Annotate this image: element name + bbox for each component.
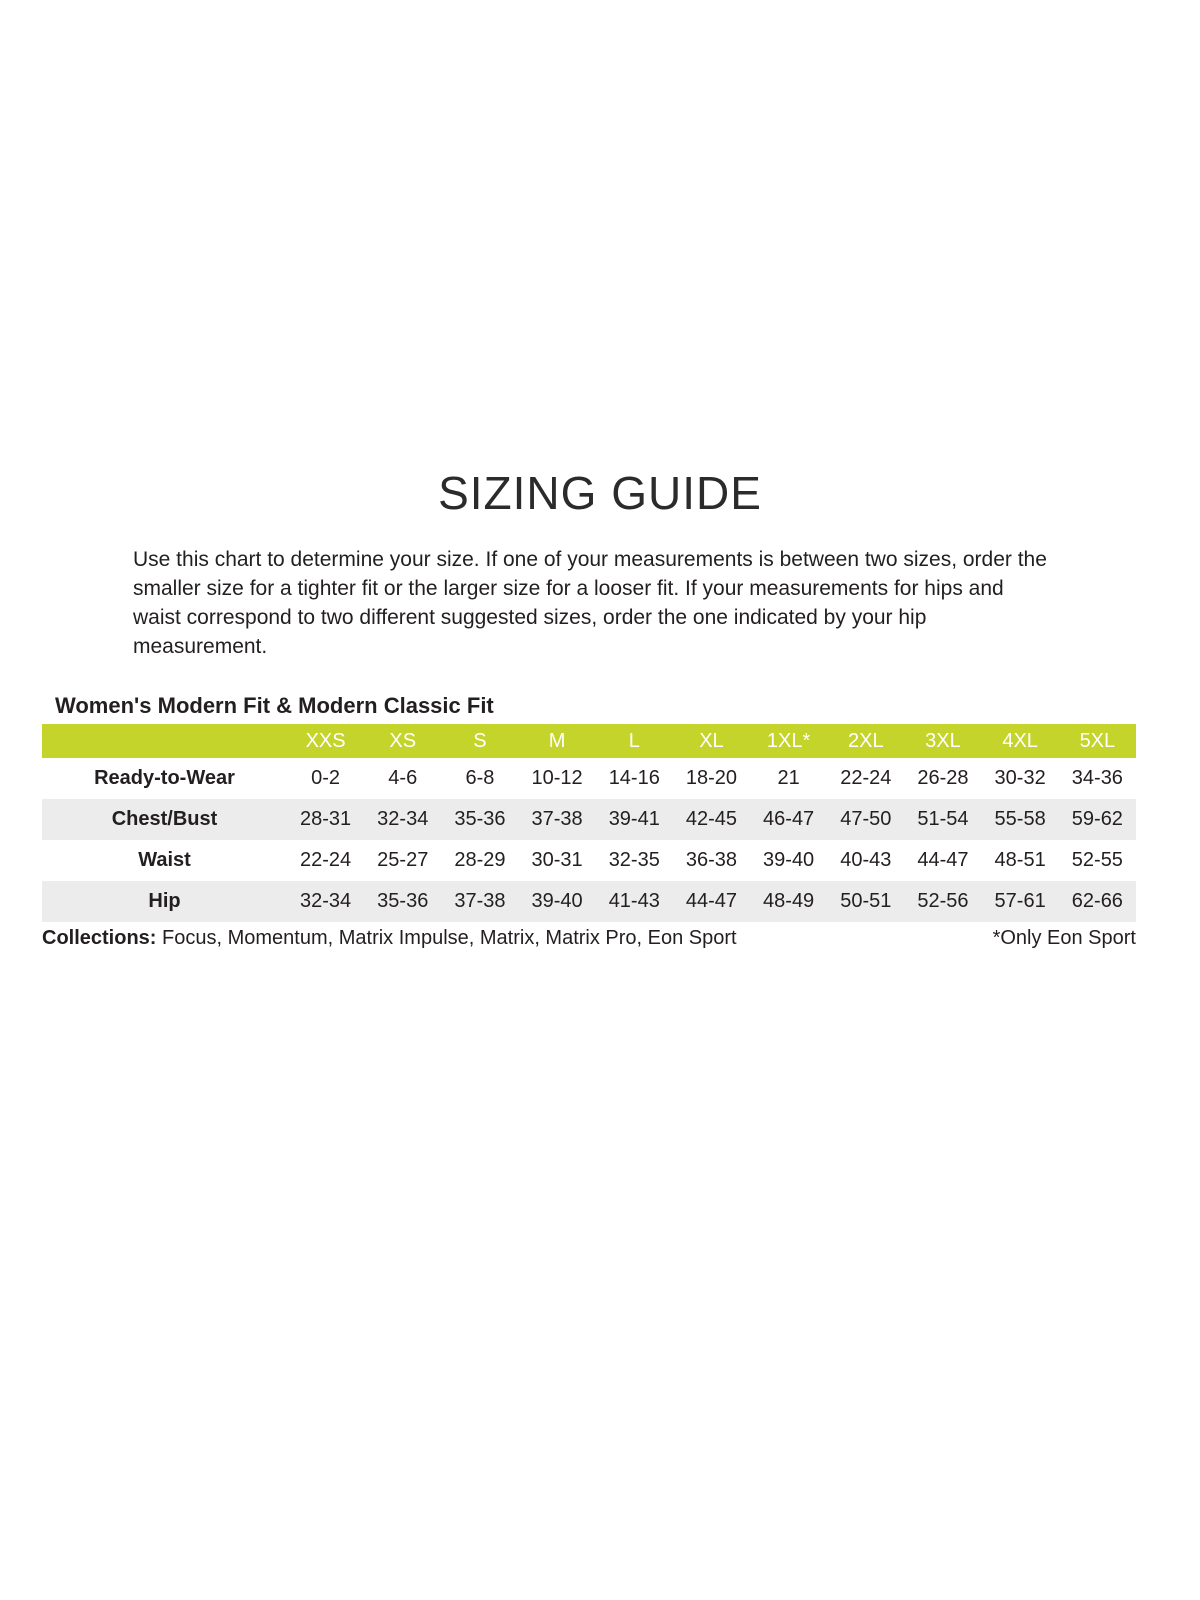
table-cell: 44-47 xyxy=(917,849,969,871)
table-header-cell: 1XL* xyxy=(750,724,827,758)
table-cell: 40-43 xyxy=(840,849,892,871)
table-cell: 14-16 xyxy=(608,767,660,789)
table-cell: 42-45 xyxy=(685,808,738,830)
size-table xyxy=(42,724,1136,922)
table-header-cell: XXS xyxy=(287,724,364,758)
table-cell: 10-12 xyxy=(531,767,583,789)
row-label: Waist xyxy=(138,849,191,871)
table-cell: 59-62 xyxy=(1071,808,1123,830)
table-cell: 28-31 xyxy=(300,808,352,830)
table-cell: 22-24 xyxy=(840,767,892,789)
table-row xyxy=(42,840,1136,881)
footnote: *Only Eon Sport xyxy=(992,927,1136,949)
section-title: Women's Modern Fit & Modern Classic Fit xyxy=(55,693,494,718)
table-row xyxy=(42,881,1136,922)
table-cell: 46-47 xyxy=(763,808,815,830)
table-header-cell: 5XL xyxy=(1059,724,1136,758)
table-cell: 6-8 xyxy=(465,767,495,789)
table-row xyxy=(42,758,1136,799)
table-cell: 52-56 xyxy=(917,890,969,912)
table-cell: 41-43 xyxy=(608,890,660,912)
collections-line xyxy=(42,927,1136,950)
table-cell: 39-40 xyxy=(763,849,815,871)
table-cell: 52-55 xyxy=(1071,849,1123,871)
table-cell: 50-51 xyxy=(840,890,892,912)
table-cell: 36-38 xyxy=(685,849,738,871)
table-cell: 48-49 xyxy=(763,890,815,912)
table-cell: 22-24 xyxy=(300,849,352,871)
table-cell: 26-28 xyxy=(917,767,969,789)
table-header-cell: S xyxy=(441,724,518,758)
collections-text xyxy=(42,927,737,950)
table-header-cell: 3XL xyxy=(904,724,981,758)
table-cell: 0-2 xyxy=(311,767,341,789)
table-cell: 39-40 xyxy=(531,890,583,912)
table-header-cell: L xyxy=(596,724,673,758)
table-header-cell: XS xyxy=(364,724,441,758)
table-cell: 18-20 xyxy=(685,767,738,789)
table-header-cell: XL xyxy=(673,724,750,758)
table-cell: 34-36 xyxy=(1071,767,1123,789)
table-cell: 62-66 xyxy=(1071,890,1123,912)
table-cell: 25-27 xyxy=(377,849,429,871)
row-label: Ready-to-Wear xyxy=(94,767,235,789)
table-cell: 39-41 xyxy=(608,808,660,830)
table-header-cell: M xyxy=(519,724,596,758)
row-label: Chest/Bust xyxy=(111,808,218,830)
table-header-cell: 4XL xyxy=(982,724,1059,758)
collections-value: Focus, Momentum, Matrix Impulse, Matrix, Matrix Pro, Eon Sport xyxy=(156,927,737,949)
table-header-empty-cell xyxy=(42,724,287,758)
table-cell: 32-34 xyxy=(300,890,352,912)
table-cell: 30-32 xyxy=(994,767,1046,789)
table-cell: 28-29 xyxy=(454,849,506,871)
table-cell: 4-6 xyxy=(388,767,418,789)
table-cell: 48-51 xyxy=(994,849,1046,871)
table-cell: 37-38 xyxy=(454,890,506,912)
table-cell: 51-54 xyxy=(917,808,969,830)
table-cell: 47-50 xyxy=(840,808,892,830)
table-cell: 57-61 xyxy=(994,890,1046,912)
row-label: Hip xyxy=(148,890,181,912)
table-cell: 55-58 xyxy=(994,808,1046,830)
table-cell: 21 xyxy=(777,767,800,789)
page-title: SIZING GUIDE xyxy=(438,467,762,519)
table-header-cell: 2XL xyxy=(827,724,904,758)
table-cell: 35-36 xyxy=(454,808,506,830)
table-cell: 32-34 xyxy=(377,808,429,830)
table-header-row xyxy=(42,724,1136,758)
table-cell: 35-36 xyxy=(377,890,429,912)
collections-label: Collections: xyxy=(42,927,157,949)
table-cell: 32-35 xyxy=(608,849,660,871)
table-cell: 30-31 xyxy=(531,849,583,871)
intro-paragraph: Use this chart to determine your size. If one of your measurements is between two sizes, order the smaller size for a tighter fit or the larger size for a looser fit. If your measurements for hips and waist correspond to two different suggested sizes, order the one indicated by your hip measurement. xyxy=(133,548,1047,658)
table-cell: 37-38 xyxy=(531,808,583,830)
table-row xyxy=(42,799,1136,840)
table-cell: 44-47 xyxy=(685,890,738,912)
